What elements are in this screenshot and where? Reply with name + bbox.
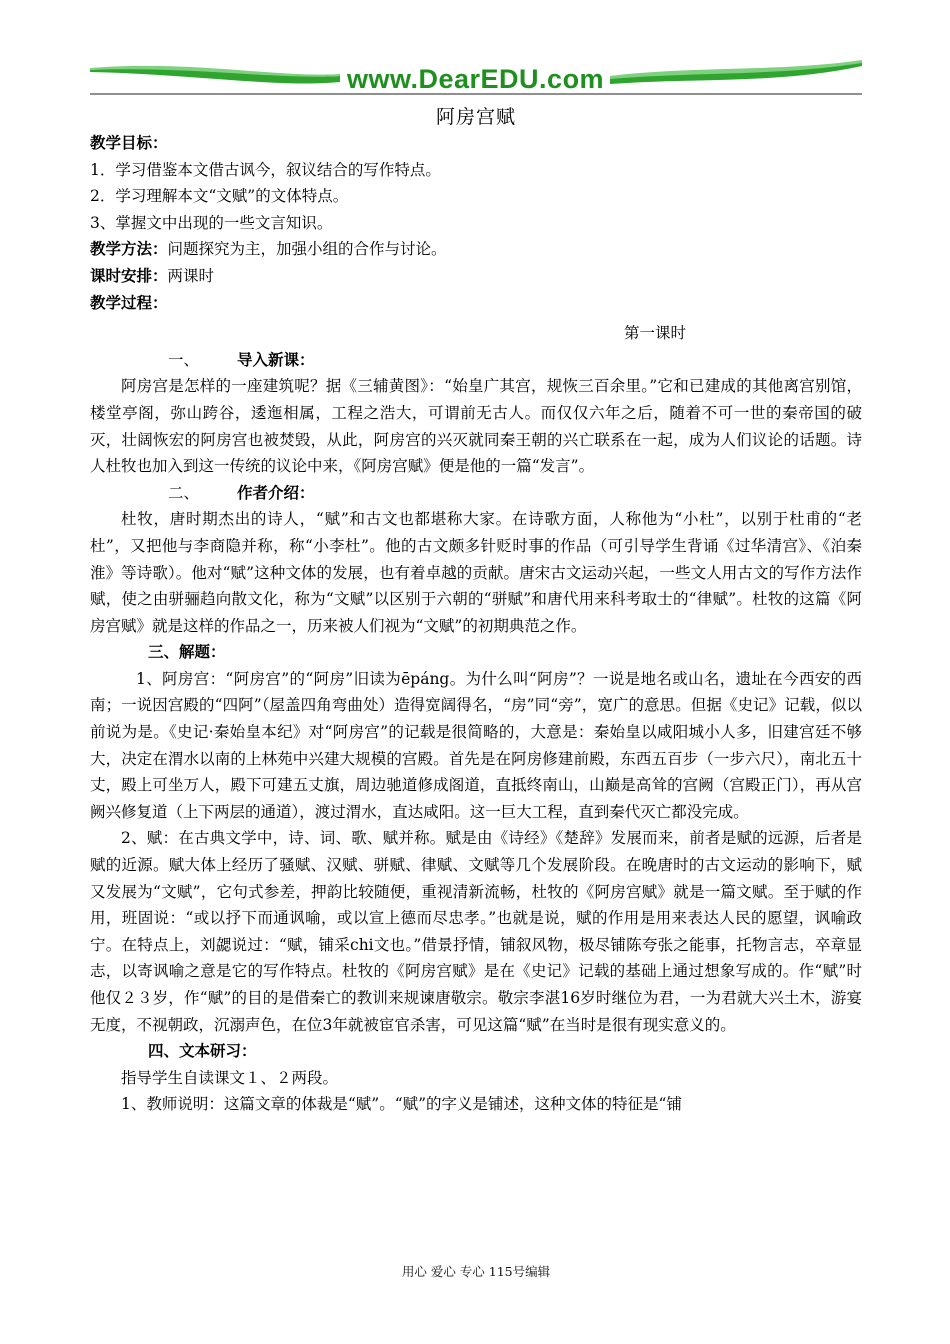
site-banner <box>90 58 862 98</box>
goal-item-2: 2．学习理解本文“文赋”的文体特点。 <box>90 187 349 206</box>
lesson-heading: 第一课时 <box>623 324 686 343</box>
section-4-line-1: 指导学生自读课文１、２两段。 <box>121 1068 339 1087</box>
schedule-line <box>90 263 862 290</box>
process-line <box>90 290 862 317</box>
section-1-number: 一、 <box>168 350 200 369</box>
section-2-heading <box>90 480 862 507</box>
section-2-number: 二、 <box>168 483 200 502</box>
page-title: 阿房宫赋 <box>435 106 516 128</box>
section-1-title: 导入新课： <box>237 350 315 369</box>
section-3-para-1: 1、阿房宫：“阿房宫”的“阿房”旧读为ēpáng。为什么叫“阿房”？一说是地名或山名，遗址在今西安的西南；一说因宫殿的“四阿”（屋盖四角弯曲处）造得宽阔得名，“房”同“旁”，宽广的意思。但据《史记》记载，似以前说为是。《史记·秦始皇本纪》对“阿房宫”的记载是很简略的，大意是：秦始皇以咸阳城小人多，旧建宫廷不够大，决定在渭水以南的上林苑中兴建大规模的宫殿。首先是在阿房修建前殿，东西五百步（一步六尺），南北五十丈，殿上可坐万人，殿下可建五丈旗，周边驰道修成阁道，直抵终南山，山巅是高耸的宫阙（宫殿正门），再从宫阙兴修复道（上下两层的通道），渡过渭水，直达咸阳。这一巨大工程，直到秦代灭亡都没完成。 <box>90 669 862 821</box>
section-4-title: 四、文本研习： <box>148 1042 257 1061</box>
section-1-text: 阿房宫是怎样的一座建筑呢？据《三辅黄图》：“始皇广其宫，规恢三百余里。”它和已建成的其他离宫别馆，楼堂亭阁，弥山跨谷，逶迤相属，工程之浩大，可谓前无古人。而仅仅六年之后，随着不可一世的秦帝国的破灭，壮阔恢宏的阿房宫也被焚毁，从此，阿房宫的兴灭就同秦王朝的兴亡联系在一起，成为人们议论的话题。诗人杜牧也加入到这一传统的议论中来，《阿房宫赋》便是他的一篇“发言”。 <box>90 377 862 476</box>
goal-item-1: 1．学习借鉴本文借古讽今，叙议结合的写作特点。 <box>90 160 441 179</box>
section-2-text: 杜牧，唐时期杰出的诗人，“赋”和古文也都堪称大家。在诗歌方面，人称他为“小杜”，以别于杜甫的“老杜”，又把他与李商隐并称，称“小李杜”。他的古文颇多针贬时事的作品（可引导学生背诵《过华清宫》、《泊秦淮》等诗歌）。他对“赋”这种文体的发展，也有着卓越的贡献。唐宋古文运动兴起，一些文人用古文的写作方法作赋，使之由骈骊趋向散文化，称为“文赋”以区别于六朝的“骈赋”和唐代用来科考取士的“律赋”。杜牧的这篇《阿房宫赋》就是这样的作品之一，历来被人们视为“文赋”的初期典范之作。 <box>90 510 862 635</box>
banner-graphic <box>90 58 862 98</box>
schedule-text: 两课时 <box>167 266 215 285</box>
goal-item-3: 3、掌握文中出现的一些文言知识。 <box>90 213 333 232</box>
method-text: 问题探究为主，加强小组的合作与讨论。 <box>167 240 447 259</box>
document-body <box>90 130 862 1118</box>
section-3-title: 三、解题： <box>148 643 226 662</box>
section-4-heading <box>90 1038 862 1065</box>
section-3-para-2: 2、赋：在古典文学中，诗、词、歌、赋并称。赋是由《诗经》《楚辞》发展而来，前者是赋的远源，后者是赋的近源。赋大体上经历了骚赋、汉赋、骈赋、律赋、文赋等几个发展阶段。在晚唐时的古文运动的影响下，赋又发展为“文赋”，它句式参差，押韵比较随便，重视清新流畅，杜牧的《阿房宫赋》就是一篇文赋。至于赋的作用，班固说：“或以抒下而通讽喻，或以宣上德而尽忠孝。”也就是说，赋的作用是用来表达人民的愿望，讽喻政宁。在特点上，刘勰说过：“赋，铺采chi文也。”借景抒情，铺叙风物，极尽铺陈夸张之能事，托物言志，卒章显志，以寄讽喻之意是它的写作特点。杜牧的《阿房宫赋》是在《史记》记载的基础上通过想象写成的。作“赋”时他仅２３岁，作“赋”的目的是借秦亡的教训来规谏唐敬宗。敬宗李湛16岁时继位为君，一为君就大兴土木，游宴无度，不视朝政，沉溺声色，在位3年就被宦官杀害，可见这篇“赋”在当时是很有现实意义的。 <box>90 829 862 1034</box>
goals-heading <box>90 130 862 157</box>
goals-label: 教学目标： <box>90 134 168 152</box>
page-footer: 用心 爱心 专心 115号编辑 <box>401 1264 551 1279</box>
site-logo-text: www.DearEDU.com <box>347 64 605 94</box>
section-3-heading <box>90 639 862 666</box>
section-4-line-2: 1、教师说明：这篇文章的体裁是“赋”。“赋”的字义是铺述，这种文体的特征是“铺 <box>121 1095 682 1114</box>
process-label: 教学过程： <box>90 293 168 312</box>
method-line <box>90 236 862 263</box>
section-2-title: 作者介绍： <box>237 483 315 502</box>
schedule-label: 课时安排： <box>90 266 168 285</box>
section-1-heading <box>90 347 862 374</box>
method-label: 教学方法： <box>90 240 168 259</box>
